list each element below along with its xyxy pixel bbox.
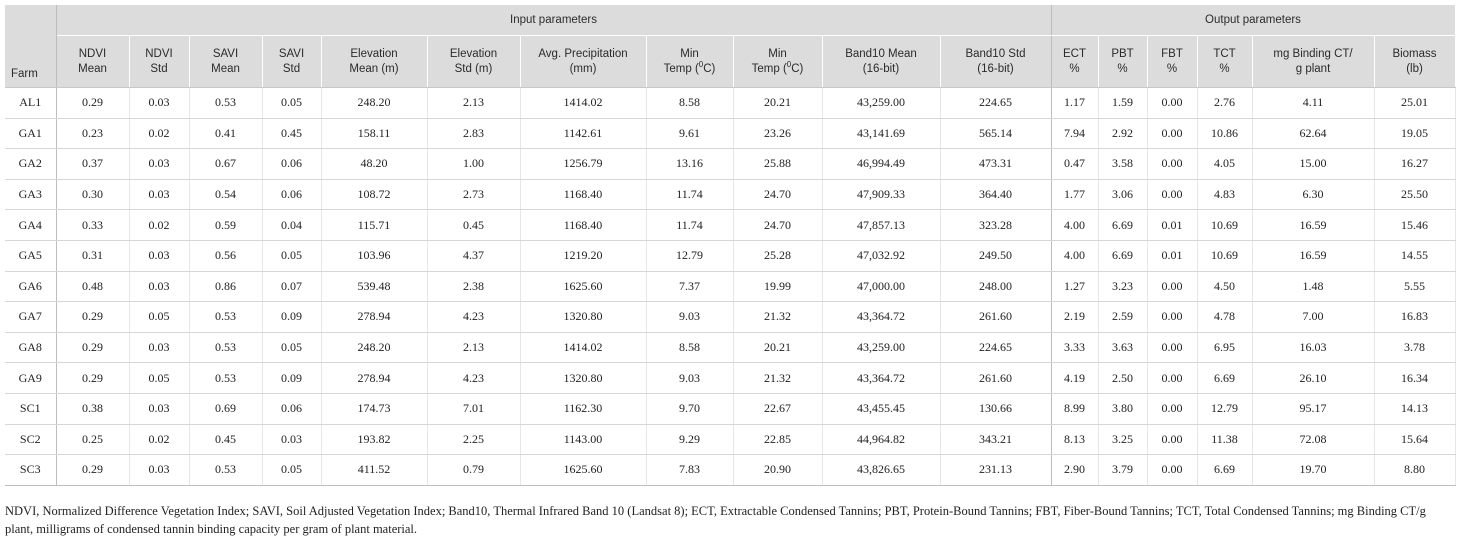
value-cell: 25.01 (1374, 88, 1455, 119)
value-cell: 95.17 (1252, 393, 1374, 424)
value-cell: 0.05 (129, 363, 189, 394)
value-cell: 19.99 (733, 271, 822, 302)
value-cell: 4.23 (427, 302, 520, 333)
table-row (5, 302, 1455, 333)
value-cell: 0.45 (262, 118, 321, 149)
col-elevation-mean: Elevation Mean (m) (321, 36, 427, 88)
value-cell: 193.82 (321, 424, 427, 455)
value-cell: 14.13 (1374, 393, 1455, 424)
value-cell: 0.03 (129, 455, 189, 486)
value-cell: 0.67 (189, 149, 262, 180)
value-cell: 9.03 (646, 302, 733, 333)
value-cell: 2.13 (427, 88, 520, 119)
value-cell: 0.09 (262, 363, 321, 394)
value-cell: 3.23 (1098, 271, 1147, 302)
value-cell: 4.37 (427, 240, 520, 271)
value-cell: 1168.40 (520, 210, 646, 241)
value-cell: 0.00 (1147, 149, 1197, 180)
value-cell: 43,455.45 (822, 393, 940, 424)
value-cell: 3.25 (1098, 424, 1147, 455)
value-cell: 0.05 (262, 88, 321, 119)
value-cell: 0.31 (56, 240, 129, 271)
value-cell: 6.69 (1197, 363, 1252, 394)
value-cell: 8.80 (1374, 455, 1455, 486)
value-cell: 1168.40 (520, 179, 646, 210)
value-cell: 0.03 (129, 393, 189, 424)
value-cell: 0.09 (262, 302, 321, 333)
value-cell: 4.11 (1252, 88, 1374, 119)
value-cell: 0.53 (189, 363, 262, 394)
value-cell: 43,826.65 (822, 455, 940, 486)
value-cell: 1.17 (1051, 88, 1098, 119)
value-cell: 6.95 (1197, 332, 1252, 363)
value-cell: 0.33 (56, 210, 129, 241)
value-cell: 1.27 (1051, 271, 1098, 302)
value-cell: 7.01 (427, 393, 520, 424)
col-savi-mean: SAVI Mean (189, 36, 262, 88)
table-row (5, 393, 1455, 424)
value-cell: 21.32 (733, 302, 822, 333)
value-cell: 47,857.13 (822, 210, 940, 241)
value-cell: 46,994.49 (822, 149, 940, 180)
value-cell: 20.90 (733, 455, 822, 486)
value-cell: 47,000.00 (822, 271, 940, 302)
value-cell: 43,141.69 (822, 118, 940, 149)
col-binding-ct: mg Binding CT/ g plant (1252, 36, 1374, 88)
value-cell: 24.70 (733, 179, 822, 210)
value-cell: 24.70 (733, 210, 822, 241)
value-cell: 0.23 (56, 118, 129, 149)
value-cell: 2.59 (1098, 302, 1147, 333)
value-cell: 26.10 (1252, 363, 1374, 394)
value-cell: 249.50 (940, 240, 1051, 271)
farm-cell: GA6 (5, 271, 56, 302)
table-row (5, 88, 1455, 119)
value-cell: 0.00 (1147, 179, 1197, 210)
value-cell: 0.05 (262, 240, 321, 271)
value-cell: 10.86 (1197, 118, 1252, 149)
farm-cell: SC2 (5, 424, 56, 455)
value-cell: 1.59 (1098, 88, 1147, 119)
farm-cell: GA5 (5, 240, 56, 271)
value-cell: 21.32 (733, 363, 822, 394)
value-cell: 6.69 (1098, 210, 1147, 241)
value-cell: 0.53 (189, 88, 262, 119)
value-cell: 2.83 (427, 118, 520, 149)
value-cell: 0.01 (1147, 240, 1197, 271)
table-row (5, 179, 1455, 210)
value-cell: 6.69 (1098, 240, 1147, 271)
value-cell: 19.05 (1374, 118, 1455, 149)
value-cell: 47,909.33 (822, 179, 940, 210)
value-cell: 0.06 (262, 179, 321, 210)
value-cell: 0.02 (129, 118, 189, 149)
value-cell: 0.86 (189, 271, 262, 302)
table-row (5, 271, 1455, 302)
value-cell: 158.11 (321, 118, 427, 149)
value-cell: 7.00 (1252, 302, 1374, 333)
col-fbt: FBT % (1147, 36, 1197, 88)
value-cell: 1142.61 (520, 118, 646, 149)
value-cell: 9.03 (646, 363, 733, 394)
value-cell: 0.53 (189, 455, 262, 486)
value-cell: 2.73 (427, 179, 520, 210)
value-cell: 15.64 (1374, 424, 1455, 455)
value-cell: 44,964.82 (822, 424, 940, 455)
value-cell: 0.29 (56, 302, 129, 333)
value-cell: 0.00 (1147, 271, 1197, 302)
value-cell: 15.46 (1374, 210, 1455, 241)
value-cell: 1162.30 (520, 393, 646, 424)
value-cell: 1320.80 (520, 302, 646, 333)
value-cell: 0.53 (189, 302, 262, 333)
value-cell: 4.00 (1051, 210, 1098, 241)
value-cell: 1414.02 (520, 88, 646, 119)
value-cell: 0.00 (1147, 118, 1197, 149)
value-cell: 0.37 (56, 149, 129, 180)
value-cell: 16.59 (1252, 210, 1374, 241)
value-cell: 13.16 (646, 149, 733, 180)
value-cell: 0.69 (189, 393, 262, 424)
value-cell: 248.20 (321, 332, 427, 363)
value-cell: 3.80 (1098, 393, 1147, 424)
value-cell: 10.69 (1197, 210, 1252, 241)
value-cell: 0.30 (56, 179, 129, 210)
farm-cell: GA1 (5, 118, 56, 149)
value-cell: 1.77 (1051, 179, 1098, 210)
farm-header: Farm (5, 5, 56, 88)
value-cell: 47,032.92 (822, 240, 940, 271)
value-cell: 0.05 (129, 302, 189, 333)
value-cell: 261.60 (940, 363, 1051, 394)
value-cell: 0.03 (129, 88, 189, 119)
table-row (5, 240, 1455, 271)
value-cell: 4.83 (1197, 179, 1252, 210)
farm-cell: GA9 (5, 363, 56, 394)
value-cell: 224.65 (940, 88, 1051, 119)
table-row (5, 210, 1455, 241)
col-tct: TCT % (1197, 36, 1252, 88)
farm-cell: GA4 (5, 210, 56, 241)
value-cell: 0.01 (1147, 210, 1197, 241)
value-cell: 0.04 (262, 210, 321, 241)
value-cell: 4.00 (1051, 240, 1098, 271)
value-cell: 0.00 (1147, 302, 1197, 333)
value-cell: 19.70 (1252, 455, 1374, 486)
value-cell: 0.02 (129, 210, 189, 241)
value-cell: 16.34 (1374, 363, 1455, 394)
value-cell: 23.26 (733, 118, 822, 149)
value-cell: 0.00 (1147, 363, 1197, 394)
value-cell: 16.27 (1374, 149, 1455, 180)
value-cell: 0.00 (1147, 455, 1197, 486)
value-cell: 8.58 (646, 88, 733, 119)
value-cell: 261.60 (940, 302, 1051, 333)
value-cell: 3.58 (1098, 149, 1147, 180)
value-cell: 2.19 (1051, 302, 1098, 333)
table-row (5, 455, 1455, 486)
value-cell: 2.13 (427, 332, 520, 363)
farm-cell: GA8 (5, 332, 56, 363)
farm-cell: AL1 (5, 88, 56, 119)
value-cell: 0.45 (427, 210, 520, 241)
value-cell: 6.30 (1252, 179, 1374, 210)
value-cell: 2.90 (1051, 455, 1098, 486)
value-cell: 14.55 (1374, 240, 1455, 271)
table-row (5, 118, 1455, 149)
value-cell: 4.23 (427, 363, 520, 394)
farm-cell: SC3 (5, 455, 56, 486)
value-cell: 0.00 (1147, 332, 1197, 363)
value-cell: 12.79 (1197, 393, 1252, 424)
table-row (5, 424, 1455, 455)
value-cell: 115.71 (321, 210, 427, 241)
value-cell: 174.73 (321, 393, 427, 424)
value-cell: 0.00 (1147, 393, 1197, 424)
value-cell: 364.40 (940, 179, 1051, 210)
value-cell: 0.29 (56, 332, 129, 363)
value-cell: 20.21 (733, 332, 822, 363)
value-cell: 248.00 (940, 271, 1051, 302)
value-cell: 0.54 (189, 179, 262, 210)
value-cell: 231.13 (940, 455, 1051, 486)
value-cell: 3.33 (1051, 332, 1098, 363)
value-cell: 3.63 (1098, 332, 1147, 363)
value-cell: 2.38 (427, 271, 520, 302)
value-cell: 0.03 (129, 332, 189, 363)
value-cell: 7.83 (646, 455, 733, 486)
value-cell: 0.41 (189, 118, 262, 149)
value-cell: 43,364.72 (822, 363, 940, 394)
value-cell: 0.03 (129, 149, 189, 180)
col-biomass: Biomass (lb) (1374, 36, 1455, 88)
value-cell: 10.69 (1197, 240, 1252, 271)
value-cell: 2.50 (1098, 363, 1147, 394)
value-cell: 473.31 (940, 149, 1051, 180)
value-cell: 0.29 (56, 88, 129, 119)
value-cell: 4.19 (1051, 363, 1098, 394)
value-cell: 0.06 (262, 149, 321, 180)
value-cell: 0.05 (262, 455, 321, 486)
value-cell: 43,259.00 (822, 332, 940, 363)
value-cell: 25.50 (1374, 179, 1455, 210)
value-cell: 0.38 (56, 393, 129, 424)
value-cell: 8.58 (646, 332, 733, 363)
value-cell: 1143.00 (520, 424, 646, 455)
value-cell: 1625.60 (520, 455, 646, 486)
value-cell: 0.59 (189, 210, 262, 241)
input-parameters-header: Input parameters (56, 5, 1051, 36)
value-cell: 278.94 (321, 302, 427, 333)
value-cell: 2.76 (1197, 88, 1252, 119)
col-min-temp: Min Temp ($^0$C) (646, 36, 733, 88)
value-cell: 72.08 (1252, 424, 1374, 455)
value-cell: 8.99 (1051, 393, 1098, 424)
value-cell: 6.69 (1197, 455, 1252, 486)
value-cell: 43,259.00 (822, 88, 940, 119)
value-cell: 565.14 (940, 118, 1051, 149)
value-cell: 15.00 (1252, 149, 1374, 180)
value-cell: 0.56 (189, 240, 262, 271)
value-cell: 12.79 (646, 240, 733, 271)
value-cell: 22.67 (733, 393, 822, 424)
table-row (5, 363, 1455, 394)
value-cell: 0.06 (262, 393, 321, 424)
value-cell: 0.29 (56, 455, 129, 486)
value-cell: 0.53 (189, 332, 262, 363)
farm-cell: GA3 (5, 179, 56, 210)
value-cell: 7.37 (646, 271, 733, 302)
value-cell: 25.88 (733, 149, 822, 180)
value-cell: 0.03 (129, 179, 189, 210)
value-cell: 0.07 (262, 271, 321, 302)
value-cell: 9.70 (646, 393, 733, 424)
col-ndvi-std: NDVI Std (129, 36, 189, 88)
value-cell: 0.00 (1147, 88, 1197, 119)
value-cell: 1256.79 (520, 149, 646, 180)
farm-cell: SC1 (5, 393, 56, 424)
value-cell: 1625.60 (520, 271, 646, 302)
col-pbt: PBT % (1098, 36, 1147, 88)
value-cell: 16.03 (1252, 332, 1374, 363)
value-cell: 0.79 (427, 455, 520, 486)
value-cell: 0.45 (189, 424, 262, 455)
value-cell: 1320.80 (520, 363, 646, 394)
value-cell: 0.03 (262, 424, 321, 455)
value-cell: 3.78 (1374, 332, 1455, 363)
value-cell: 3.06 (1098, 179, 1147, 210)
value-cell: 278.94 (321, 363, 427, 394)
value-cell: 9.29 (646, 424, 733, 455)
value-cell: 0.03 (129, 271, 189, 302)
value-cell: 0.02 (129, 424, 189, 455)
value-cell: 2.92 (1098, 118, 1147, 149)
value-cell: 20.21 (733, 88, 822, 119)
value-cell: 539.48 (321, 271, 427, 302)
value-cell: 1219.20 (520, 240, 646, 271)
col-max-temp: Min Temp ($^0$C) (733, 36, 822, 88)
value-cell: 0.47 (1051, 149, 1098, 180)
value-cell: 103.96 (321, 240, 427, 271)
col-avg-precipitation: Avg. Precipitation (mm) (520, 36, 646, 88)
col-ndvi-mean: NDVI Mean (56, 36, 129, 88)
table-row (5, 332, 1455, 363)
value-cell: 11.74 (646, 179, 733, 210)
value-cell: 1.00 (427, 149, 520, 180)
table-body (5, 88, 1455, 486)
table-row (5, 149, 1455, 180)
value-cell: 343.21 (940, 424, 1051, 455)
value-cell: 4.05 (1197, 149, 1252, 180)
output-parameters-header: Output parameters (1051, 5, 1455, 36)
data-table (5, 5, 1456, 486)
value-cell: 2.25 (427, 424, 520, 455)
col-band10-mean: Band10 Mean (16-bit) (822, 36, 940, 88)
value-cell: 4.50 (1197, 271, 1252, 302)
value-cell: 108.72 (321, 179, 427, 210)
col-band10-std: Band10 Std (16-bit) (940, 36, 1051, 88)
value-cell: 1.48 (1252, 271, 1374, 302)
value-cell: 3.79 (1098, 455, 1147, 486)
value-cell: 25.28 (733, 240, 822, 271)
value-cell: 8.13 (1051, 424, 1098, 455)
farm-cell: GA7 (5, 302, 56, 333)
table-footnote: NDVI, Normalized Difference Vegetation Index; SAVI, Soil Adjusted Vegetation Index; Band10, Thermal Infrared Band 10 (Landsat 8); ECT, Extractable Condensed Tannins; PBT, Protein-Bound Tannins; FBT, Fiber-Bound Tannins; TCT, Total Condensed Tannins; mg Binding CT/g plant, milligrams of condensed tannin binding capacity per gram of plant material. (5, 504, 1426, 536)
value-cell: 130.66 (940, 393, 1051, 424)
value-cell: 0.29 (56, 363, 129, 394)
value-cell: 16.83 (1374, 302, 1455, 333)
value-cell: 248.20 (321, 88, 427, 119)
value-cell: 5.55 (1374, 271, 1455, 302)
value-cell: 224.65 (940, 332, 1051, 363)
value-cell: 323.28 (940, 210, 1051, 241)
value-cell: 62.64 (1252, 118, 1374, 149)
value-cell: 16.59 (1252, 240, 1374, 271)
value-cell: 1414.02 (520, 332, 646, 363)
value-cell: 0.05 (262, 332, 321, 363)
col-savi-std: SAVI Std (262, 36, 321, 88)
value-cell: 48.20 (321, 149, 427, 180)
value-cell: 411.52 (321, 455, 427, 486)
value-cell: 0.03 (129, 240, 189, 271)
value-cell: 0.25 (56, 424, 129, 455)
value-cell: 11.74 (646, 210, 733, 241)
col-elevation-std: Elevation Std (m) (427, 36, 520, 88)
col-ect: ECT % (1051, 36, 1098, 88)
value-cell: 22.85 (733, 424, 822, 455)
value-cell: 7.94 (1051, 118, 1098, 149)
farm-cell: GA2 (5, 149, 56, 180)
value-cell: 0.00 (1147, 424, 1197, 455)
value-cell: 4.78 (1197, 302, 1252, 333)
value-cell: 43,364.72 (822, 302, 940, 333)
value-cell: 9.61 (646, 118, 733, 149)
value-cell: 0.48 (56, 271, 129, 302)
value-cell: 11.38 (1197, 424, 1252, 455)
